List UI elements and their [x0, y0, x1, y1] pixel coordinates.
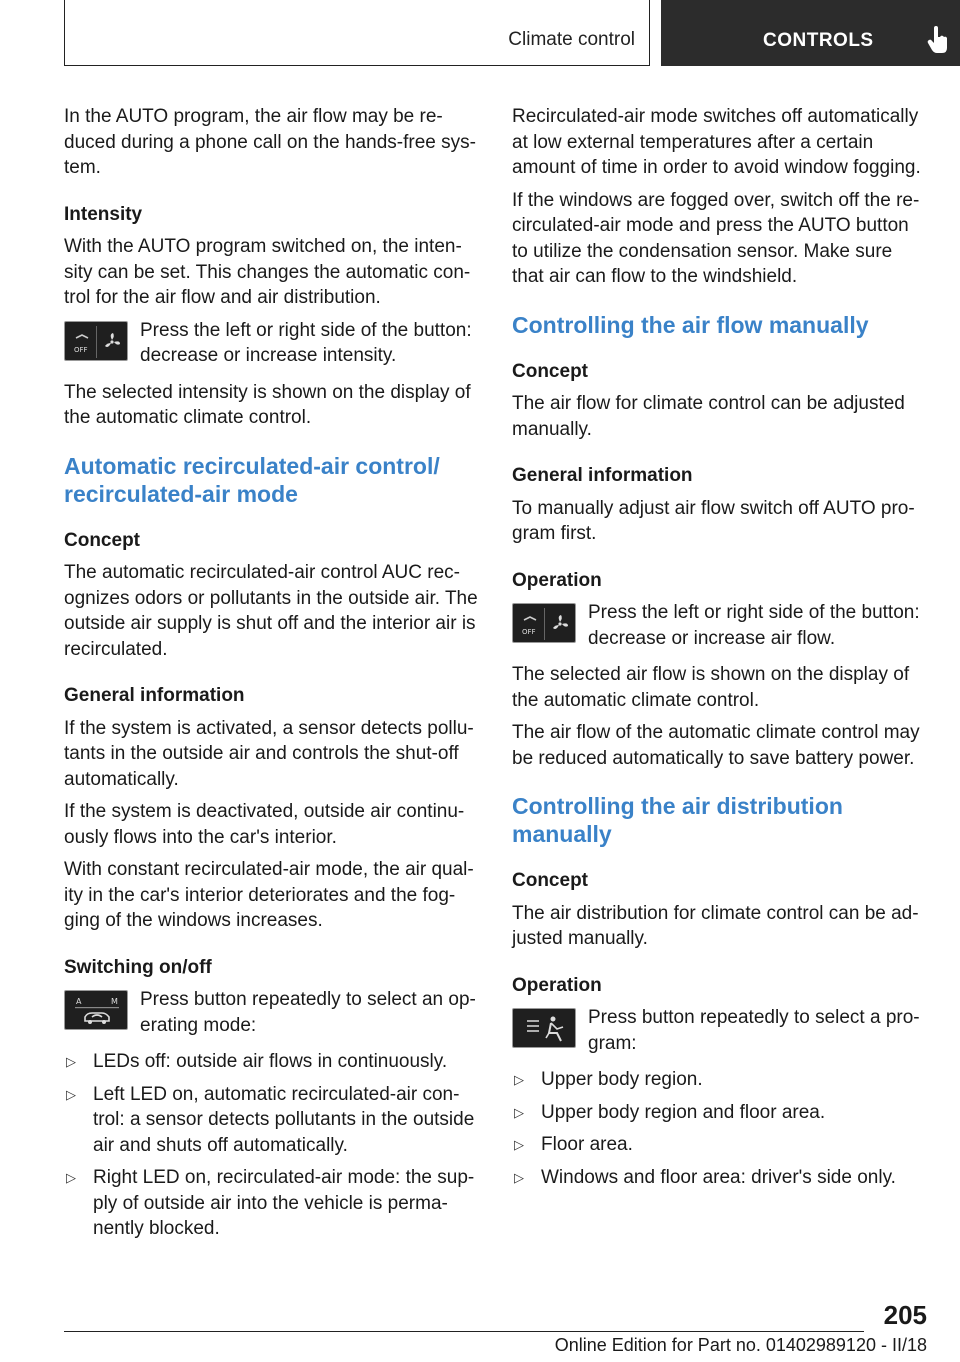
paragraph: The air flow for climate control can be adjusted manually.	[512, 393, 905, 440]
edition-note: Online Edition for Part no. 01402989120 - II/18	[554, 1335, 927, 1355]
heading-general-information: General information	[512, 465, 693, 486]
right-column	[512, 104, 926, 1197]
button-instruction	[512, 1005, 926, 1056]
heading-recirculated-air: Automatic recirculated-air control/ recirculated-air mode	[64, 452, 440, 507]
chapter-title: CONTROLS	[763, 30, 874, 51]
button-description: Press the left or right side of the button: decrease or increase air flow.	[588, 602, 920, 649]
paragraph: With the AUTO program switched on, the inten-sity can be set. This changes the automatic con-trol for the air flow and air distribution.	[64, 236, 471, 308]
heading-air-flow-manual: Controlling the air flow manually	[512, 311, 869, 338]
list-item: ▷ Right LED on, recirculated-air mode: the sup-ply of outside air into the vehicle is perma-nently blocked.	[64, 1165, 478, 1242]
air-distribution-button-icon	[512, 1008, 576, 1048]
paragraph: If the system is deactivated, outside air continu-ously flows into the car's interior.	[64, 801, 465, 848]
button-instruction	[64, 987, 478, 1038]
paragraph: Recirculated-air mode switches off automatically at low external temperatures after a certain amount of time in order to avoid window fogging.	[512, 106, 921, 178]
heading-operation: Operation	[512, 569, 602, 591]
heading-general-information: General information	[64, 685, 245, 706]
svg-text:M: M	[111, 997, 118, 1006]
page-number: 205	[883, 1300, 927, 1330]
fan-off-button-icon	[512, 603, 576, 643]
left-column	[64, 104, 478, 1249]
list-item: ▷ Upper body region.	[512, 1067, 926, 1093]
footer-divider	[64, 1331, 864, 1332]
list-item: ▷ Floor area.	[512, 1132, 926, 1158]
paragraph: If the windows are fogged over, switch off the re-circulated-air mode and press the AUTO button to utilize the condensation sensor. Make sure that air can flow to the windshield.	[512, 189, 920, 287]
heading-concept: Concept	[512, 360, 588, 382]
chapter-tab	[661, 0, 960, 66]
list-item: ▷ LEDs off: outside air flows in continuously.	[64, 1049, 478, 1075]
list-item: ▷ Left LED on, automatic recirculated-air con-trol: a sensor detects pollutants in the outside air and shuts off automatically.	[64, 1082, 478, 1159]
section-title: Climate control	[508, 29, 635, 50]
paragraph: The air distribution for climate control can be ad-justed manually.	[512, 902, 919, 949]
recirculation-button-icon	[64, 990, 128, 1030]
svg-text:A: A	[76, 997, 82, 1006]
heading-intensity: Intensity	[64, 203, 143, 225]
svg-text:OFF: OFF	[74, 345, 88, 354]
button-instruction	[64, 318, 478, 369]
paragraph: The selected air flow is shown on the display of the automatic climate control.	[512, 664, 910, 711]
heading-operation: Operation	[512, 974, 602, 996]
list-item: ▷ Upper body region and floor area.	[512, 1100, 926, 1126]
section-tab	[64, 0, 650, 66]
button-description: Press the left or right side of the button: decrease or increase intensity.	[140, 319, 472, 366]
paragraph: To manually adjust air flow switch off AUTO pro-gram first.	[512, 497, 915, 544]
mode-list	[64, 1049, 478, 1242]
paragraph: The selected intensity is shown on the display of the automatic climate control.	[64, 381, 471, 428]
paragraph: The air flow of the automatic climate control may be reduced automatically to save battery power.	[512, 722, 920, 769]
heading-switching-on-off: Switching on/off	[64, 956, 212, 978]
svg-text:OFF: OFF	[522, 628, 536, 636]
page-header	[64, 0, 960, 66]
heading-concept: Concept	[64, 529, 140, 551]
heading-air-distribution-manual: Controlling the air distribution manually	[512, 793, 843, 847]
paragraph: If the system is activated, a sensor detects pollu-tants in the outside air and controls the shut-off automatically.	[64, 717, 474, 790]
fan-off-button-icon	[64, 321, 128, 361]
button-description: Press button repeatedly to select a pro-gram:	[588, 1007, 920, 1054]
program-list	[512, 1067, 926, 1190]
hand-pointer-icon	[927, 26, 949, 54]
paragraph: With constant recirculated-air mode, the air qual-ity in the car's interior deteriorates and the fog-ging of the windows increases.	[64, 859, 474, 931]
paragraph: In the AUTO program, the air flow may be re-duced during a phone call on the hands-free sys-tem.	[64, 106, 476, 178]
list-item: ▷ Windows and floor area: driver's side only.	[512, 1165, 926, 1191]
heading-concept: Concept	[512, 870, 588, 891]
paragraph: The automatic recirculated-air control AUC rec-ognizes odors or pollutants in the outside air. The outside air supply is shut off and the interior air is recirculated.	[64, 562, 478, 660]
button-instruction	[512, 600, 926, 651]
button-description: Press button repeatedly to select an op-erating mode:	[140, 989, 476, 1036]
